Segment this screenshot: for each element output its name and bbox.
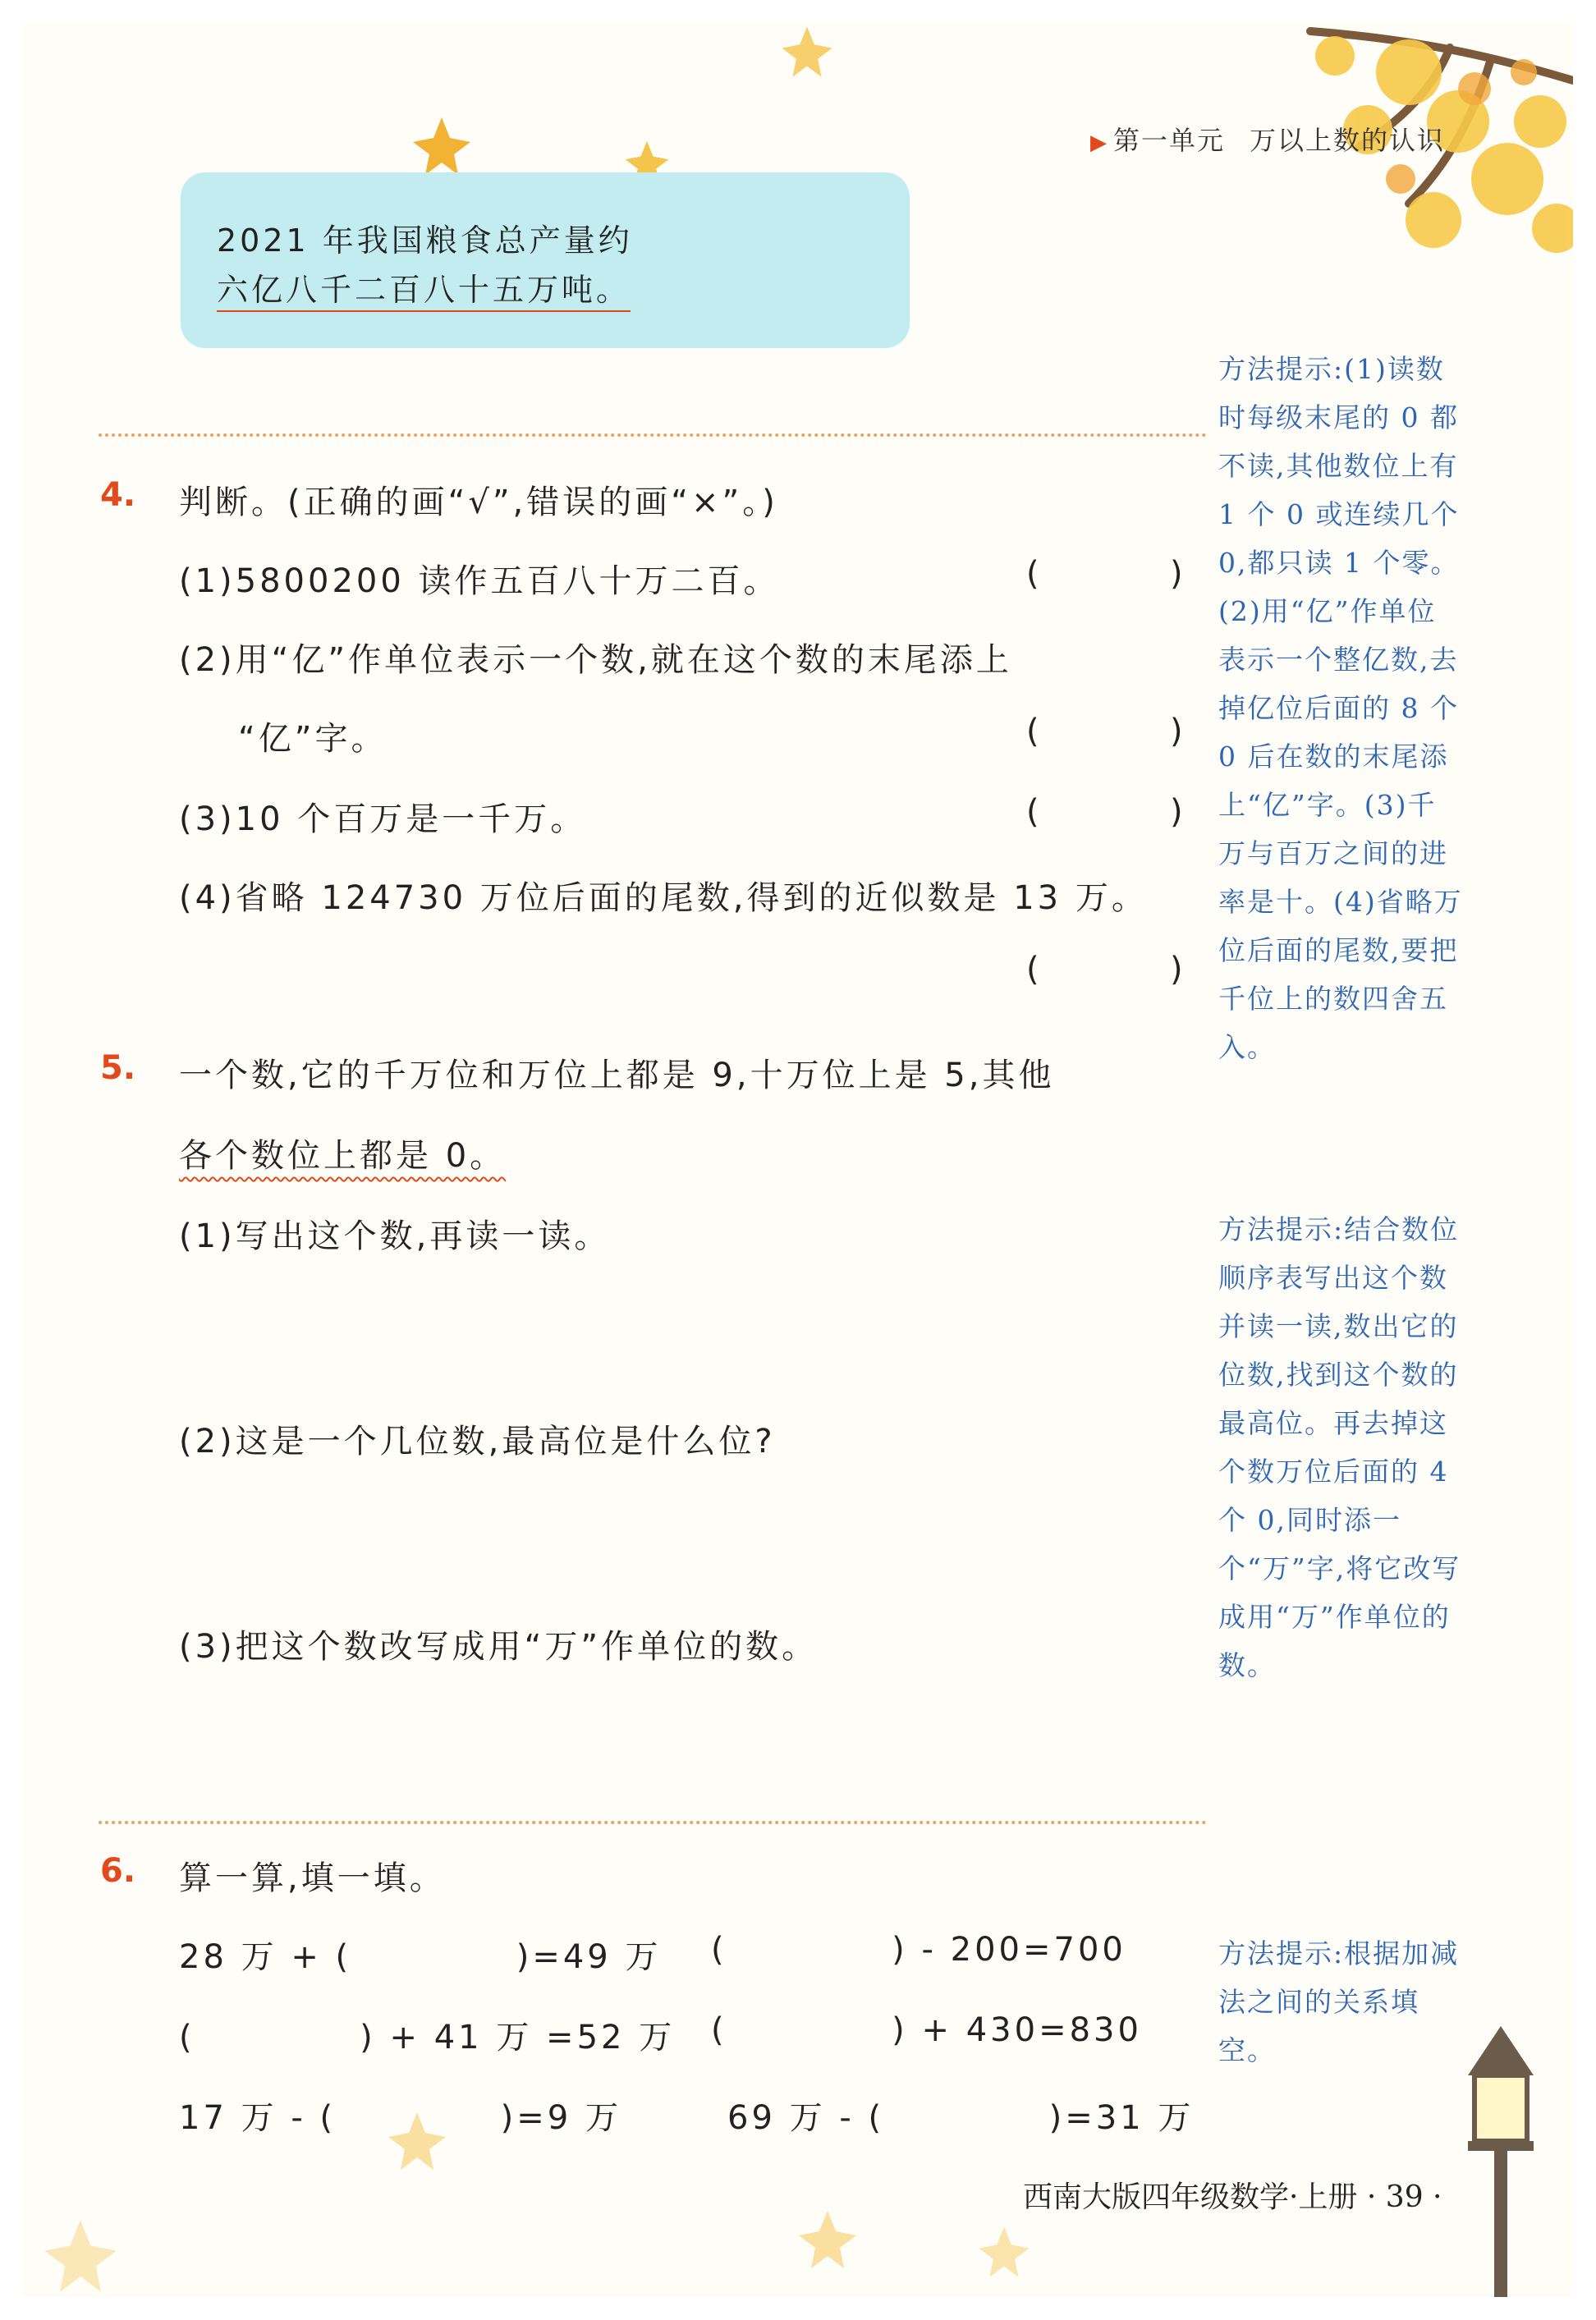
paren-close: ) bbox=[1170, 793, 1183, 831]
q6-row-1-right[interactable]: ( ) - 200=700 bbox=[711, 1931, 1126, 1969]
method-tip-1: 方法提示:(1)读数时每级末尾的 0 都不读,其他数位上有 1 个 0 或连续几个 0,都只读 1 个零。(2)用“亿”作单位表示一个整亿数,去掉亿位后面的 8 个 0 后在数的末尾添上“亿”字。(3)千万与百万之间的进率是十。(4)省略万位后面的尾数,要把千位上的数四舍五入。 bbox=[1218, 353, 1463, 1063]
paren-open: ( bbox=[1026, 951, 1039, 988]
q5-line-1: 一个数,它的千万位和万位上都是 9,十万位上是 5,其他 bbox=[179, 1057, 1055, 1094]
q5-number: 5. bbox=[100, 1049, 136, 1087]
textbook-page bbox=[23, 23, 1573, 2297]
paren-open: ( bbox=[1026, 555, 1039, 593]
q5-sub-3: (3)把这个数改写成用“万”作单位的数。 bbox=[179, 1628, 819, 1666]
answer-paren-2[interactable] bbox=[1026, 713, 1183, 750]
q6-row-2-left[interactable]: ( ) + 41 万 =52 万 bbox=[179, 2019, 676, 2056]
leaf-decoration bbox=[795, 2207, 860, 2272]
q4-number: 4. bbox=[100, 476, 136, 514]
unit-number: 第一单元 bbox=[1113, 125, 1226, 156]
q4-prompt: 判断。(正确的画“√”,错误的画“×”。) bbox=[179, 484, 778, 521]
page-footer bbox=[1023, 2174, 1442, 2216]
q6-row-3-left[interactable]: 17 万 - ( )=9 万 bbox=[179, 2099, 621, 2137]
info-line-1: 2021 年我国粮食总产量约 bbox=[217, 222, 633, 259]
unit-title: 万以上数的认识 bbox=[1250, 125, 1446, 156]
q6-row-2-right[interactable]: ( ) + 430=830 bbox=[711, 2011, 1142, 2049]
q4-item-3: (3)10 个百万是一千万。 bbox=[179, 800, 587, 838]
info-box bbox=[181, 172, 910, 348]
page-number: · 39 · bbox=[1366, 2180, 1442, 2214]
answer-paren-1[interactable] bbox=[1026, 555, 1183, 593]
leaf-decoration bbox=[31, 2215, 130, 2297]
paren-close: ) bbox=[1170, 555, 1183, 593]
answer-paren-4[interactable] bbox=[1026, 951, 1183, 988]
book-title: 西南大版四年级数学·上册 bbox=[1023, 2180, 1358, 2214]
method-tip-2: 方法提示:结合数位顺序表写出这个数并读一读,数出它的位数,找到这个数的最高位。再去掉这个数万位后面的 4 个 0,同时添一个“万”字,将它改写成用“万”作单位的数。 bbox=[1218, 1213, 1461, 1681]
q6-prompt: 算一算,填一填。 bbox=[179, 1859, 446, 1897]
paren-open: ( bbox=[1026, 713, 1039, 750]
leaf-decoration bbox=[409, 113, 475, 179]
q4-item-1: (1)5800200 读作五百八十万二百。 bbox=[179, 562, 780, 600]
q4-item-2-cont: “亿”字。 bbox=[238, 720, 388, 758]
q5-sub-2: (2)这是一个几位数,最高位是什么位? bbox=[179, 1423, 776, 1460]
q6-row-1-left[interactable]: 28 万 + ( )=49 万 bbox=[179, 1938, 662, 1976]
q6-number: 6. bbox=[100, 1852, 136, 1890]
q4-item-2: (2)用“亿”作单位表示一个数,就在这个数的末尾添上 bbox=[179, 641, 1012, 679]
paren-open: ( bbox=[1026, 793, 1039, 831]
section-divider bbox=[99, 433, 1207, 437]
leaf-decoration bbox=[778, 23, 836, 80]
paren-close: ) bbox=[1170, 951, 1183, 988]
q4-item-4: (4)省略 124730 万位后面的尾数,得到的近似数是 13 万。 bbox=[179, 879, 1148, 917]
info-line-2: 六亿八千二百八十五万吨。 bbox=[217, 272, 631, 308]
q5-line-2: 各个数位上都是 0。 bbox=[179, 1137, 507, 1175]
answer-paren-3[interactable] bbox=[1026, 793, 1183, 831]
tree-branch-decoration bbox=[1064, 23, 1573, 319]
section-divider bbox=[99, 1821, 1207, 1824]
street-lamp-decoration bbox=[1452, 2026, 1550, 2297]
method-tip-3: 方法提示:根据加减法之间的关系填空。 bbox=[1218, 1937, 1460, 2066]
q6-row-3-right[interactable]: 69 万 - ( )=31 万 bbox=[727, 2099, 1195, 2137]
unit-header bbox=[1090, 120, 1445, 158]
triangle-marker-icon: ▶ bbox=[1090, 131, 1108, 155]
leaf-decoration bbox=[975, 2223, 1033, 2281]
paren-close: ) bbox=[1170, 713, 1183, 750]
q5-sub-1: (1)写出这个数,再读一读。 bbox=[179, 1217, 611, 1255]
